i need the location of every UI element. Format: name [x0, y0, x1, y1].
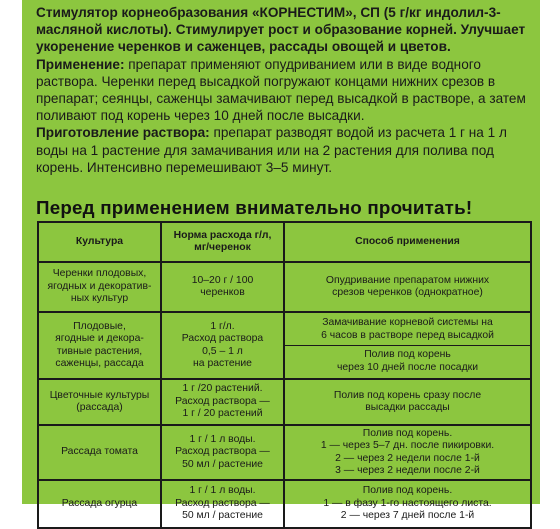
- method-cell: Полив под корень сразу после высадки рассады: [284, 379, 531, 425]
- crop-cell: Рассада томата: [38, 425, 161, 480]
- rate-cell: 1 г / 1 л воды. Расход раствора — 50 мл / растение: [161, 425, 284, 480]
- rate-cell: 1 г / 1 л воды. Расход раствора — 50 мл / растение: [161, 480, 284, 528]
- header-method: Способ применения: [284, 222, 531, 262]
- crop-cell: Плодовые, ягодные и декора- тивные растения, саженцы, рассада: [38, 312, 161, 379]
- crop-cell: Черенки плодовых, ягодных и декоратив- ных культур: [38, 262, 161, 312]
- method-cell: Полив под корень. 1 — через 5–7 дн. после пикировки. 2 — через 2 недели после 1-й 3 — через 2 недели после 2-й: [284, 425, 531, 480]
- preparation-paragraph: [36, 124, 532, 176]
- usage-text: препарат применяют опудриванием или в виде водного раствора. Черенки перед высадкой погружают концами нижних срезов в препарат; сеянцы, саженцы замачивают перед высадкой в растворе, а затем поливают под корень через 10 дней после высадки.: [36, 56, 526, 124]
- method-cell: Опудривание препаратом нижних срезов черенков (однократное): [284, 262, 531, 312]
- crop-cell: Цветочные культуры (рассада): [38, 379, 161, 425]
- header-crop: Культура: [38, 222, 161, 262]
- cell-divider: [285, 345, 530, 346]
- product-label: [22, 0, 540, 522]
- preparation-label: Приготовление раствора:: [36, 125, 210, 141]
- table-header-row: [38, 222, 531, 262]
- table-row: [38, 425, 531, 480]
- method-soak: Замачивание корневой системы на 6 часов в растворе перед высадкой: [321, 317, 494, 341]
- table-row: [38, 262, 531, 312]
- method-watering: Полив под корень через 10 дней после посадки: [336, 349, 478, 373]
- warning-heading: Перед применением внимательно прочитать!: [36, 197, 473, 218]
- rate-cell: 1 г /20 растений. Расход раствора — 1 г / 20 растений: [161, 379, 284, 425]
- dosage-table: [37, 221, 532, 529]
- table-row: [38, 480, 531, 528]
- instructions-text: [36, 4, 532, 176]
- usage-label: Применение:: [36, 56, 125, 72]
- rate-cell: 10–20 г / 100 черенков: [161, 262, 284, 312]
- method-cell: Полив под корень. 1 — в фазу 1-го настоящего листа. 2 — через 7 дней после 1-й: [284, 480, 531, 528]
- header-rate: Норма расхода г/л, мг/черенок: [161, 222, 284, 262]
- usage-paragraph: [36, 56, 532, 125]
- table-row: [38, 379, 531, 425]
- table-row: [38, 312, 531, 379]
- crop-cell: Рассада огурца: [38, 480, 161, 528]
- method-cell: [284, 312, 531, 379]
- preparation-text: препарат разводят водой из расчета 1 г на 1 л воды на 1 растение для замачивания или на 2 растения для полива под корень. Интенсивно перемешивают 3–5 минут.: [36, 125, 507, 175]
- product-description: Стимулятор корнеобразования «КОРНЕСТИМ», СП (5 г/кг индолил-3-масляной кислоты). Стимулирует рост и образование корней. Улучшает укоренение черенков и саженцев, рассады овощей и цветов.: [36, 5, 526, 55]
- rate-cell: 1 г/л. Расход раствора 0,5 – 1 л на растение: [161, 312, 284, 379]
